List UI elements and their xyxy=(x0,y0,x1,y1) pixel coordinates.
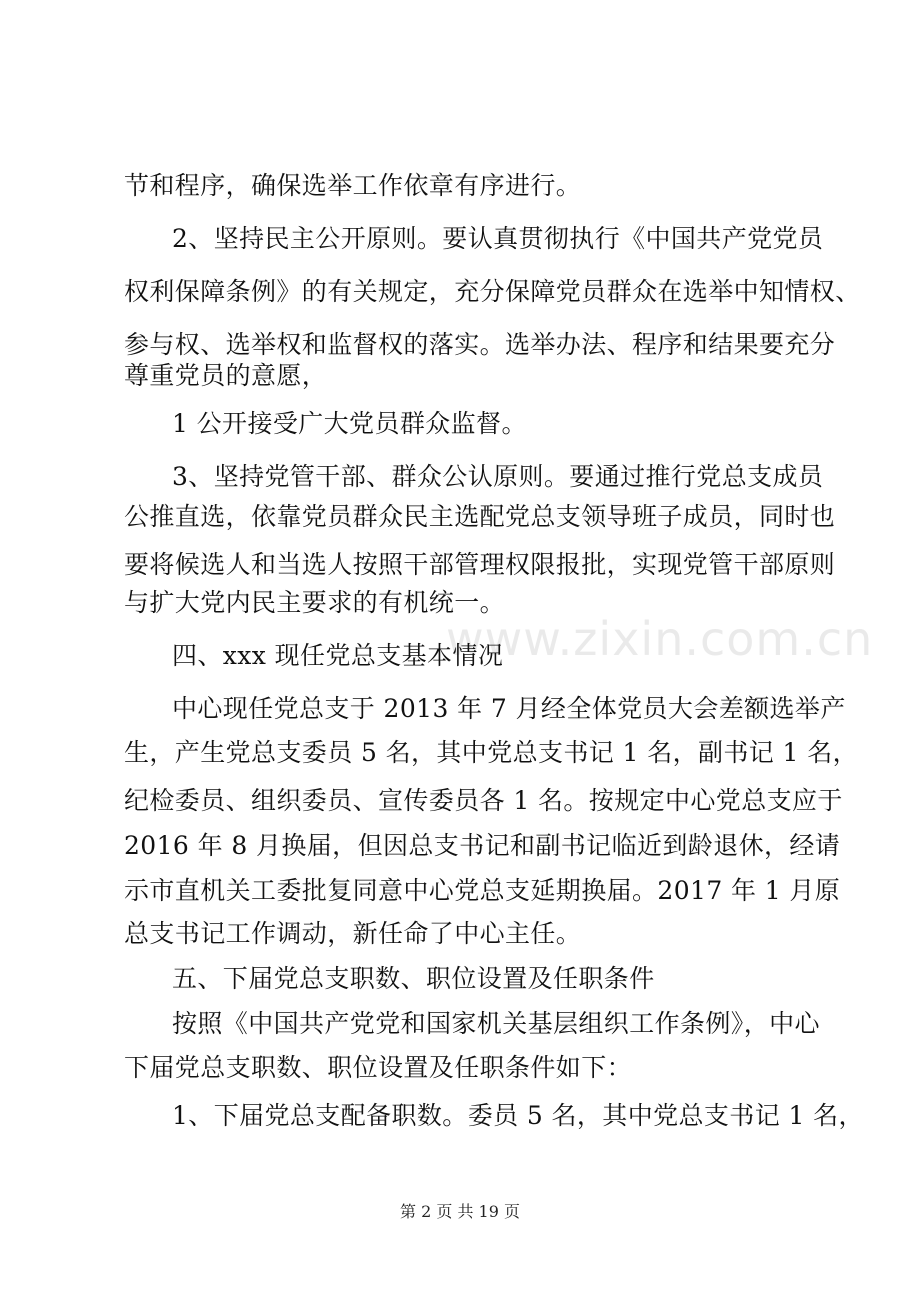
paragraph-line: 按照《中国共产党党和国家机关基层组织工作条例》，中心 xyxy=(172,1009,820,1038)
paragraph-line: 2016 年 8 月换届，但因总支书记和副书记临近到龄退休，经请 xyxy=(124,831,841,860)
paragraph-line: 权利保障条例》的有关规定，充分保障党员群众在选举中知情权、 xyxy=(124,277,861,306)
paragraph-line: 要将候选人和当选人按照干部管理权限报批，实现党管干部原则 xyxy=(124,550,836,579)
paragraph-line: 纪检委员、组织委员、宣传委员各 1 名。按规定中心党总支应于 xyxy=(124,786,843,815)
paragraph-line: 参与权、选举权和监督权的落实。选举办法、程序和结果要充分 xyxy=(124,330,836,359)
paragraph-line: 下届党总支职数、职位设置及任职条件如下： xyxy=(124,1053,633,1082)
paragraph-line: 节和程序，确保选举工作依章有序进行。 xyxy=(124,171,582,200)
paragraph-line: 1、下届党总支配备职数。委员 5 名，其中党总支书记 1 名， xyxy=(172,1101,864,1130)
paragraph-line: 中心现任党总支于 2013 年 7 月经全体党员大会差额选举产 xyxy=(172,694,846,723)
paragraph-line: 与扩大党内民主要求的有机统一。 xyxy=(124,588,506,617)
paragraph-line: 3、坚持党管干部、群众公认原则。要通过推行党总支成员 xyxy=(172,462,824,491)
paragraph-line: 总支书记工作调动，新任命了中心主任。 xyxy=(124,919,582,948)
paragraph-line: 1 公开接受广大党员群众监督。 xyxy=(172,409,527,438)
paragraph-line: 尊重党员的意愿， xyxy=(124,361,328,390)
paragraph-line: 公推直选，依靠党员群众民主选配党总支领导班子成员，同时也 xyxy=(124,502,836,531)
paragraph-line: 生，产生党总支委员 5 名，其中党总支书记 1 名，副书记 1 名， xyxy=(124,738,858,767)
section-heading: 四、xxx 现任党总支基本情况 xyxy=(172,641,504,670)
section-heading: 五、下届党总支职数、职位设置及任职条件 xyxy=(172,964,655,993)
watermark: www.zixin.com.cn xyxy=(446,612,874,666)
page-number-footer: 第 2 页 共 19 页 xyxy=(400,1202,520,1221)
paragraph-line: 示市直机关工委批复同意中心党总支延期换届。2017 年 1 月原 xyxy=(124,876,841,905)
paragraph-line: 2、坚持民主公开原则。要认真贯彻执行《中国共产党党员 xyxy=(172,224,824,253)
